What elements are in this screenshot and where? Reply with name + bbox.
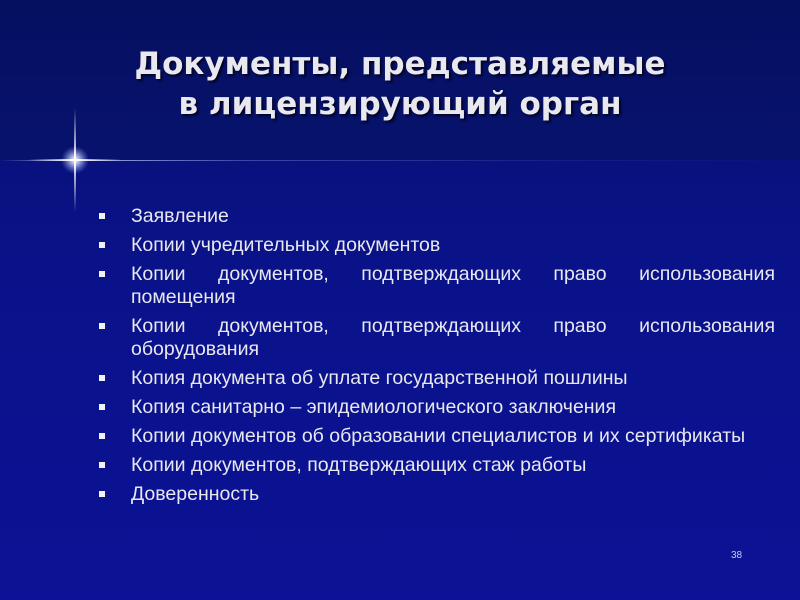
list-item xyxy=(97,315,775,361)
list-item-text: Копии документов об образовании специалистов и их сертификаты xyxy=(131,425,746,447)
slide-title xyxy=(40,44,760,124)
list-item xyxy=(97,205,775,228)
list-item-text: Копии документов, подтверждающих право использования помещения xyxy=(131,263,775,308)
list-item-text: Копия документа об уплате государственной пошлины xyxy=(131,367,628,389)
square-bullet-icon xyxy=(99,375,105,381)
square-bullet-icon xyxy=(99,404,105,410)
square-bullet-icon xyxy=(99,271,105,277)
document-list xyxy=(97,205,775,512)
list-item xyxy=(97,263,775,309)
list-item xyxy=(97,454,775,477)
square-bullet-icon xyxy=(99,491,105,497)
title-line-2: в лицензирующий орган xyxy=(178,86,622,122)
list-item xyxy=(97,234,775,257)
list-item-text: Заявление xyxy=(131,205,229,227)
list-item xyxy=(97,367,775,390)
square-bullet-icon xyxy=(99,462,105,468)
page-number: 38 xyxy=(731,550,743,561)
list-item-text: Копии документов, подтверждающих стаж работы xyxy=(131,454,587,476)
header-divider xyxy=(0,160,800,161)
title-line-1: Документы, представляемые xyxy=(134,46,666,82)
square-bullet-icon xyxy=(99,433,105,439)
list-item xyxy=(97,396,775,419)
list-item-text: Копия санитарно – эпидемиологического заключения xyxy=(131,396,617,418)
list-item-text: Копии документов, подтверждающих право использования оборудования xyxy=(131,315,775,360)
square-bullet-icon xyxy=(99,242,105,248)
square-bullet-icon xyxy=(99,213,105,219)
square-bullet-icon xyxy=(99,323,105,329)
list-item-text: Доверенность xyxy=(131,483,260,505)
list-item xyxy=(97,425,775,448)
list-item-text: Копии учредительных документов xyxy=(131,234,441,256)
list-item xyxy=(97,483,775,506)
